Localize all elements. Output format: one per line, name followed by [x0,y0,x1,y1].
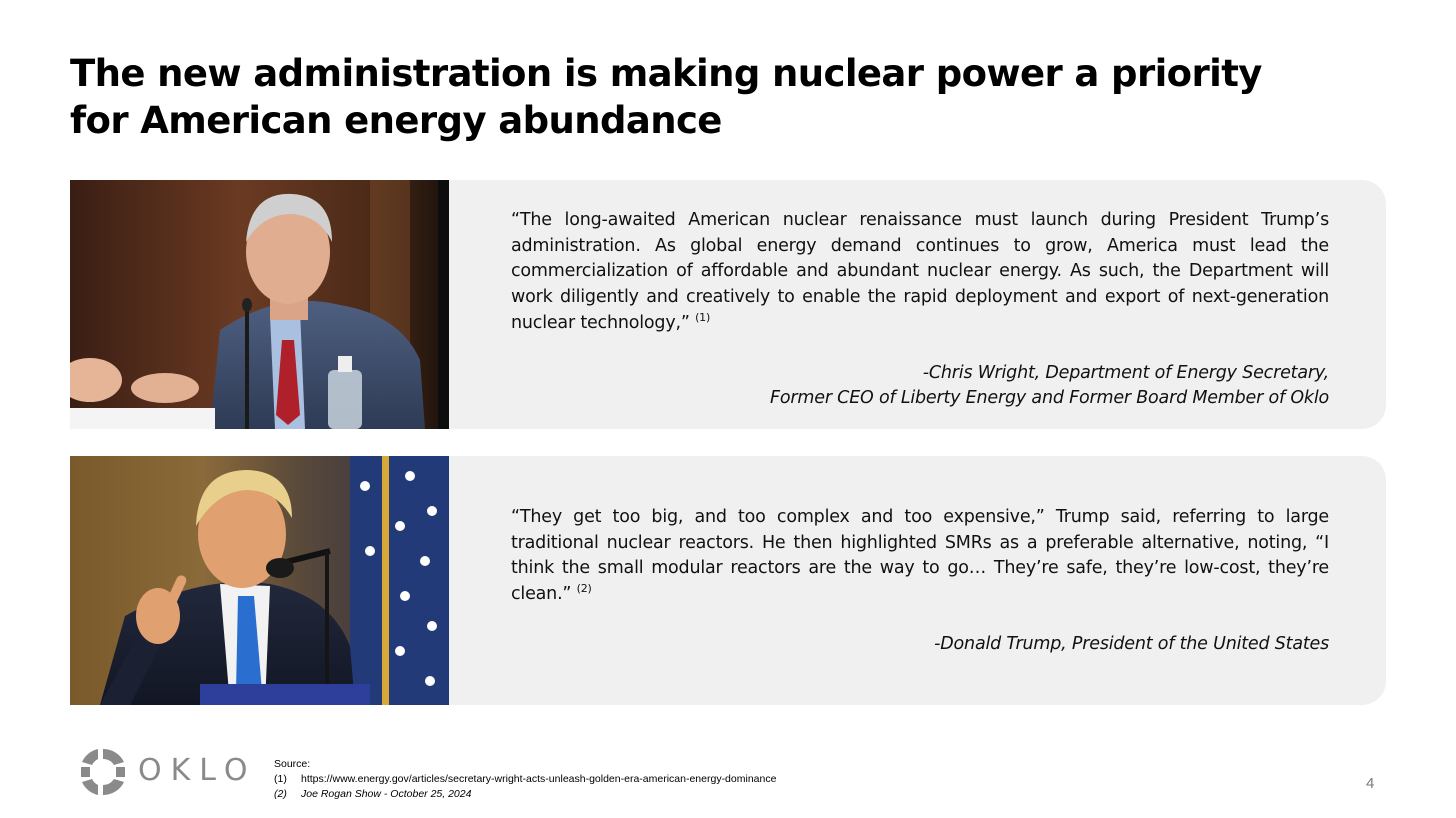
oklo-logo [78,747,258,797]
quote-text: “They get too big, and too complex and too expensive,” Trump said, referring to large traditional nuclear reactors. He then highlighted SMRs as a preferable alternative, noting, “I think the small modular reactors are the way to go… They’re safe, they’re low-cost, they’re clean.” $^{(2)}$ [511,507,1329,605]
sources-footnotes [274,757,776,802]
quote-card-1 [70,180,1386,429]
source-link[interactable]: https://www.energy.gov/articles/secretary-wright-acts-unleash-golden-era-american-energy-dominance [301,773,777,785]
logo-wordmark: OKLO [138,753,257,788]
sources-label: Source: [274,758,311,770]
source-number: (2) [274,788,287,800]
attribution-line: Former CEO of Liberty Energy and Former Board Member of Oklo [770,388,1329,409]
footnote-marker: (1) [695,310,711,324]
quote-attribution [511,361,1329,412]
portrait-photo-icon [70,456,449,705]
page-number: 4 [1366,775,1375,792]
oklo-ring-logo-icon [78,747,128,797]
photo-chris-wright [70,180,449,429]
quote-text: “The long-awaited American nuclear renaissance must launch during President Trump’s administration. As global energy demand continues to grow, America must lead the commercialization of affordable and abundant nuclear energy. As such, the Department will work diligently and creatively to enable the rapid deployment and export of next-generation nuclear technology,” $^{(1)}$ [511,210,1329,333]
footnote-marker: (2) [576,582,592,596]
quote-block-1 [511,208,1329,412]
attribution-line: -Donald Trump, President of the United States [934,633,1329,654]
source-item-2 [274,787,776,802]
source-number: (1) [274,773,287,785]
source-text: Joe Rogan Show - October 25, 2024 [301,788,472,800]
quote-card-2 [70,456,1386,705]
quote-attribution [511,632,1329,658]
source-item-1 [274,772,776,787]
portrait-photo-icon [70,180,449,429]
photo-donald-trump [70,456,449,705]
attribution-line: -Chris Wright, Department of Energy Secretary, [922,362,1329,383]
slide-title: The new administration is making nuclear power a priority for American energy abundance [70,52,1262,142]
quote-block-2 [511,505,1329,658]
